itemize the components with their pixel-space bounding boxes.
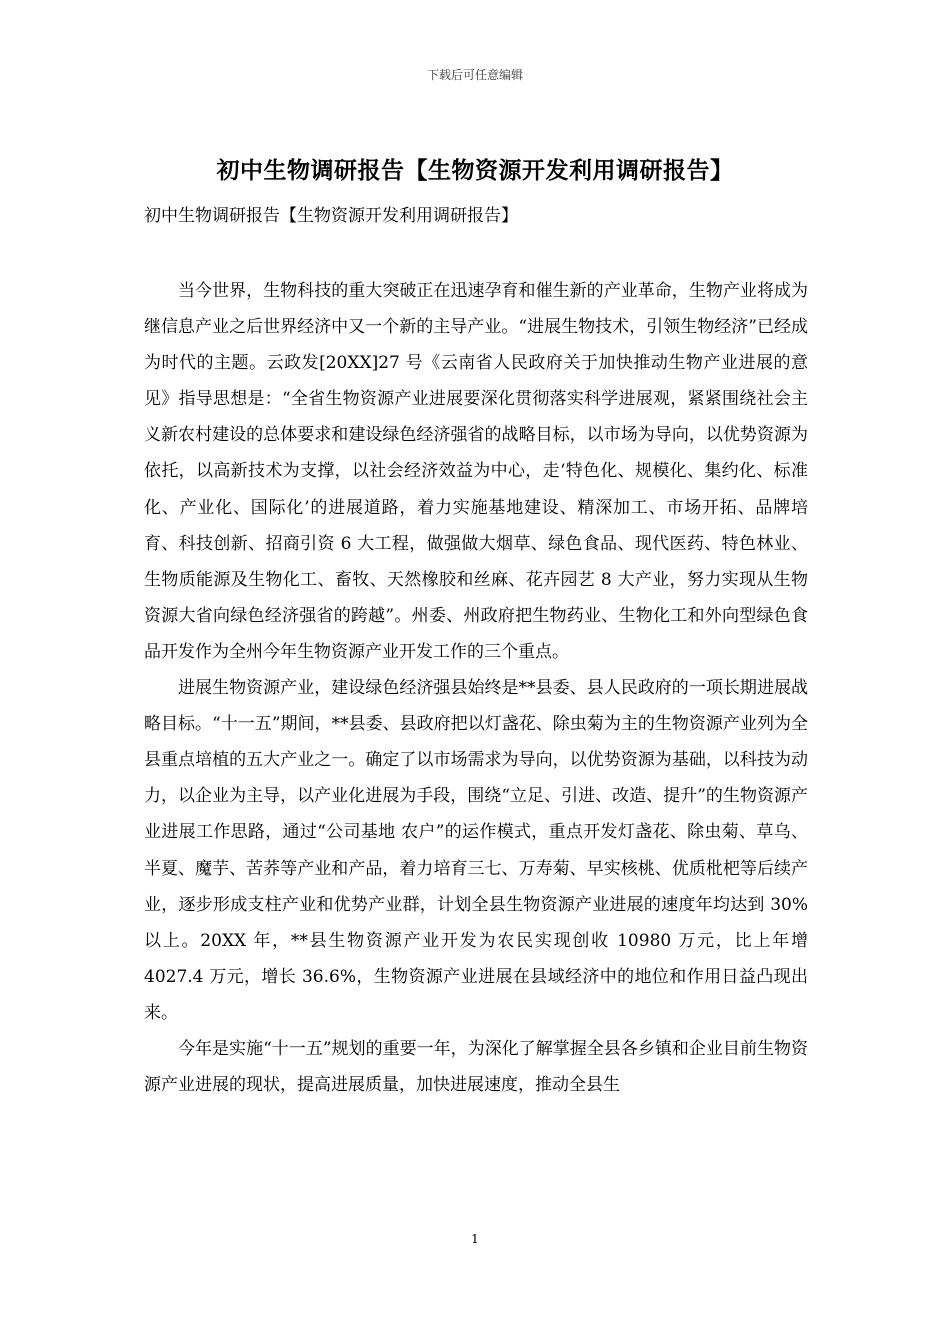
page-number: 1 [471,1232,479,1246]
paragraph: 进展生物资源产业，建设绿色经济强县始终是**县委、县人民政府的一项长期进展战略目标。“十一五”期间，**县委、县政府把以灯盏花、除虫菊为主的生物资源产业列为全县重点培植的五大产业之一。确定了以市场需求为导向，以优势资源为基础，以科技为动力，以企业为主导，以产业化进展为手段，围绕“立足、引进、改造、提升”的生物资源产业进展工作思路，通过“公司基地 农户”的运作模式，重点开发灯盏花、除虫菊、草乌、半夏、魔芋、苦荞等产业和产品，着力培育三七、万寿菊、早实核桃、优质枇杷等后续产业，逐步形成支柱产业和优势产业群，计划全县生物资源产业进展的速度年均达到 30%以上。20XX 年，**县生物资源产业开发为农民实现创收 10980 万元，比上年增 4027.4 万元，增长 36.6%，生物资源产业进展在县域经济中的地位和作用日益凸现出来。 [144,678,808,1023]
document-subtitle: 初中生物调研报告【生物资源开发利用调研报告】 [144,206,518,226]
paragraph: 今年是实施“十一五”规划的重要一年，为深化了解掌握全县各乡镇和企业目前生物资源产业进展的现状，提高进展质量，加快进展速度，推动全县生 [144,1038,808,1096]
header-note: 下载后可任意编辑 [426,68,523,82]
document-body [144,273,808,1103]
document-title: 初中生物调研报告【生物资源开发利用调研报告】 [216,157,734,184]
paragraph: 当今世界，生物科技的重大突破正在迅速孕育和催生新的产业革命，生物产业将成为继信息产业之后世界经济中又一个新的主导产业。“进展生物技术，引领生物经济”已经成为时代的主题。云政发[20XX]27 号《云南省人民政府关于加快推动生物产业进展的意见》指导思想是：“全省生物资源产业进展要深化贯彻落实科学进展观，紧紧围绕社会主义新农村建设的总体要求和建设绿色经济强省的战略目标，以市场为导向，以优势资源为依托，以高新技术为支撑，以社会经济效益为中心，走‘特色化、规模化、集约化、标准化、产业化、国际化’的进展道路，着力实施基地建设、精深加工、市场开拓、品牌培育、科技创新、招商引资 6 大工程，做强做大烟草、绿色食品、现代医药、特色林业、生物质能源及生物化工、畜牧、天然橡胶和丝麻、花卉园艺 8 大产业，努力实现从生物资源大省向绿色经济强省的跨越”。州委、州政府把生物药业、生物化工和外向型绿色食品开发作为全州今年生物资源产业开发工作的三个重点。 [144,281,808,662]
